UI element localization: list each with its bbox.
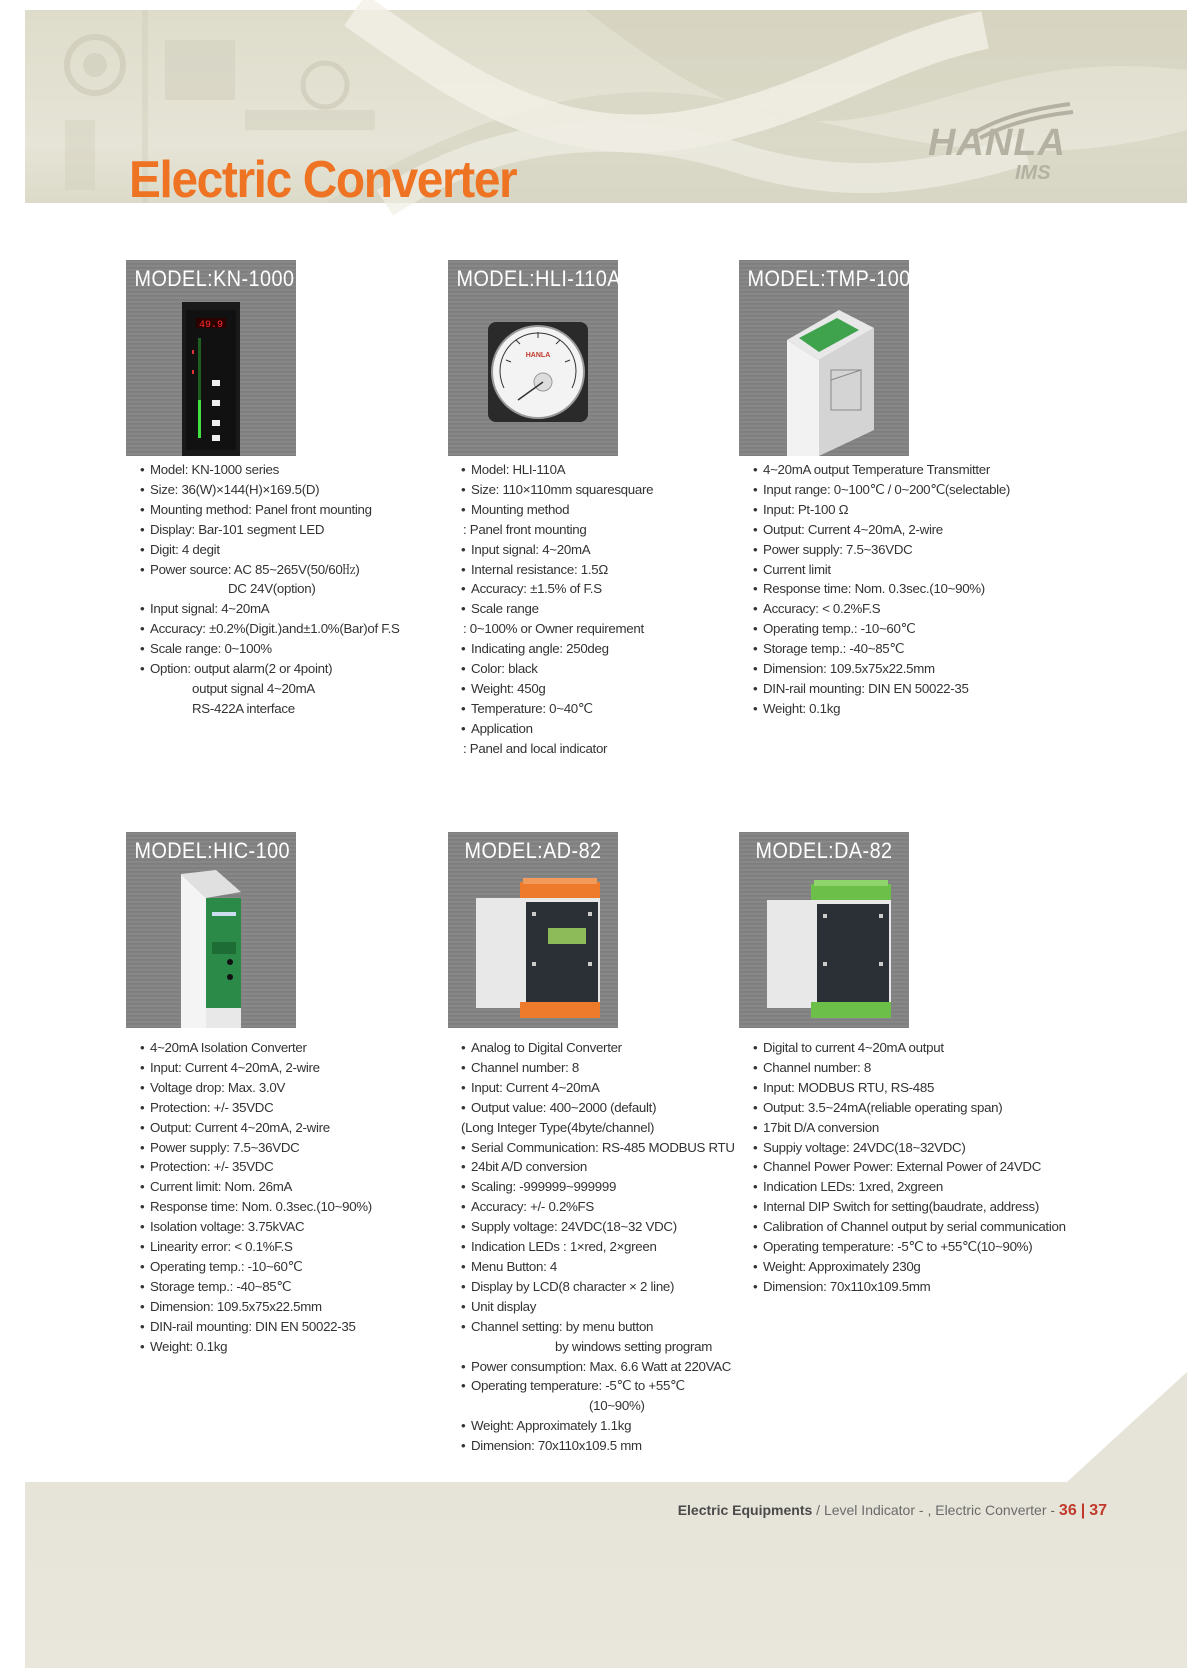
spec-item: • Indicating angle: 250deg bbox=[461, 639, 653, 659]
spec-item: • Suppiy voltage: 24VDC(18~32VDC) bbox=[753, 1138, 1066, 1158]
spec-item: • DIN-rail mounting: DIN EN 50022-35 bbox=[753, 679, 1010, 699]
spec-item: • Weight: 0.1kg bbox=[140, 1337, 372, 1357]
model-label: MODEL:KN-1000 series bbox=[134, 266, 356, 291]
spec-item: • Serial Communication: RS-485 MODBUS RTU bbox=[461, 1138, 735, 1158]
spec-list-da-82 bbox=[753, 1038, 1066, 1297]
footer-breadcrumb bbox=[678, 1502, 1107, 1520]
spec-item: • Operating temperature: -5℃ to +55℃(10~90%) bbox=[753, 1237, 1066, 1257]
bar-led-indicator-icon bbox=[126, 260, 356, 456]
spec-item: (Long Integer Type(4byte/channel) bbox=[461, 1119, 655, 1135]
spec-item: • Input signal: 4~20mA bbox=[140, 599, 400, 619]
product-image-kn-1000 bbox=[126, 260, 356, 456]
spec-item: DC 24V(option) bbox=[228, 581, 316, 597]
logo-text: HANLA bbox=[928, 122, 1066, 164]
spec-item: • Output: Current 4~20mA, 2-wire bbox=[753, 520, 1010, 540]
spec-item: : 0~100% or Owner requirement bbox=[463, 621, 644, 637]
page-frame bbox=[25, 10, 1187, 1668]
spec-item: by windows setting program bbox=[555, 1338, 713, 1354]
page-number-left: 36 bbox=[1058, 1502, 1077, 1519]
spec-item: • Dimension: 70x110x109.5mm bbox=[753, 1277, 1066, 1297]
spec-item: • Size: 110×110mm squaresquare bbox=[461, 480, 653, 500]
spec-item: RS-422A interface bbox=[192, 700, 295, 716]
spec-item: • Color: black bbox=[461, 659, 653, 679]
spec-item: • Accuracy: < 0.2%F.S bbox=[753, 599, 1010, 619]
model-label: MODEL:AD-82 bbox=[464, 838, 602, 863]
spec-item: • Dimension: 109.5x75x22.5mm bbox=[140, 1297, 372, 1317]
page-header bbox=[25, 10, 1187, 209]
spec-item: • Menu Button: 4 bbox=[461, 1257, 735, 1277]
spec-item: • Power supply: 7.5~36VDC bbox=[753, 540, 1010, 560]
page-title: Electric Converter bbox=[129, 151, 517, 209]
spec-item: • Output: Current 4~20mA, 2-wire bbox=[140, 1118, 372, 1138]
product-image-tmp-100 bbox=[739, 260, 909, 456]
footer-corner-art bbox=[1067, 1372, 1187, 1482]
product-image-hli-110a bbox=[448, 260, 621, 456]
analog-meter-icon bbox=[448, 260, 621, 456]
spec-item: • Channel Power Power: External Power of 24VDC bbox=[753, 1157, 1066, 1177]
spec-item: • Output value: 400~2000 (default) bbox=[461, 1098, 735, 1118]
spec-item: • Internal DIP Switch for setting(baudrate, address) bbox=[753, 1197, 1066, 1217]
spec-item: • Digit: 4 degit bbox=[140, 540, 400, 560]
model-label: MODEL:TMP-100 bbox=[747, 266, 911, 291]
spec-item: • Digital to current 4~20mA output bbox=[753, 1038, 1066, 1058]
isolation-converter-icon bbox=[126, 832, 296, 1028]
spec-item: • Accuracy: +/- 0.2%FS bbox=[461, 1197, 735, 1217]
spec-item: • Dimension: 109.5x75x22.5mm bbox=[753, 659, 1010, 679]
spec-item: • Input signal: 4~20mA bbox=[461, 540, 653, 560]
spec-item: • Indication LEDs : 1×red, 2×green bbox=[461, 1237, 735, 1257]
spec-item: • Power source: AC 85~265V(50/60㎐) bbox=[140, 560, 400, 580]
spec-item: • Current limit bbox=[753, 560, 1010, 580]
spec-list-ad-82 bbox=[461, 1038, 735, 1456]
spec-item: • Scaling: -999999~999999 bbox=[461, 1177, 735, 1197]
spec-item: • Model: KN-1000 series bbox=[140, 460, 400, 480]
spec-item: (10~90%) bbox=[589, 1398, 645, 1414]
spec-item: • Size: 36(W)×144(H)×169.5(D) bbox=[140, 480, 400, 500]
spec-item: • Response time: Nom. 0.3sec.(10~90%) bbox=[753, 579, 1010, 599]
meter-brand: HANLA bbox=[525, 352, 551, 359]
footer-path: / Level Indicator - , Electric Converter - bbox=[812, 1502, 1059, 1518]
spec-item: • 4~20mA Isolation Converter bbox=[140, 1038, 372, 1058]
spec-item: • Input range: 0~100℃ / 0~200℃(selectable) bbox=[753, 480, 1010, 500]
spec-item: • Input: Current 4~20mA, 2-wire bbox=[140, 1058, 372, 1078]
spec-item: • Voltage drop: Max. 3.0V bbox=[140, 1078, 372, 1098]
spec-item: • Operating temp.: -10~60℃ bbox=[140, 1257, 372, 1277]
spec-item: • Channel number: 8 bbox=[461, 1058, 735, 1078]
spec-item: • Operating temperature: -5℃ to +55℃ bbox=[461, 1376, 735, 1396]
page-separator: | bbox=[1080, 1502, 1086, 1519]
spec-item: • Display: Bar-101 segment LED bbox=[140, 520, 400, 540]
hanla-logo bbox=[910, 100, 1100, 190]
spec-item: : Panel and local indicator bbox=[463, 740, 608, 756]
spec-item: output signal 4~20mA bbox=[192, 680, 315, 696]
product-image-da-82 bbox=[739, 832, 909, 1028]
din-rail-transmitter-icon bbox=[739, 260, 909, 456]
spec-item: • Internal resistance: 1.5Ω bbox=[461, 560, 653, 580]
spec-item: • Channel setting: by menu button bbox=[461, 1317, 735, 1337]
spec-item: • Supply voltage: 24VDC(18~32 VDC) bbox=[461, 1217, 735, 1237]
spec-item: • Power consumption: Max. 6.6 Watt at 220VAC bbox=[461, 1357, 735, 1377]
spec-item: • Unit display bbox=[461, 1297, 735, 1317]
spec-item: • Operating temp.: -10~60℃ bbox=[753, 619, 1010, 639]
page-footer bbox=[25, 1482, 1187, 1668]
spec-item: • Power supply: 7.5~36VDC bbox=[140, 1138, 372, 1158]
spec-item: • Input: Current 4~20mA bbox=[461, 1078, 735, 1098]
spec-item: • Storage temp.: -40~85℃ bbox=[140, 1277, 372, 1297]
spec-list-kn-1000 bbox=[140, 460, 400, 719]
spec-item: • Weight: Approximately 1.1kg bbox=[461, 1416, 735, 1436]
spec-item: • Accuracy: ±1.5% of F.S bbox=[461, 579, 653, 599]
spec-item: • Indication LEDs: 1xred, 2xgreen bbox=[753, 1177, 1066, 1197]
spec-item: • Scale range: 0~100% bbox=[140, 639, 400, 659]
spec-item: • Storage temp.: -40~85℃ bbox=[753, 639, 1010, 659]
spec-list-tmp-100 bbox=[753, 460, 1010, 719]
spec-item: • Option: output alarm(2 or 4point) bbox=[140, 659, 400, 679]
da-converter-module-icon bbox=[739, 832, 909, 1028]
spec-item: • Input: Pt-100 Ω bbox=[753, 500, 1010, 520]
spec-item: • Isolation voltage: 3.75kVAC bbox=[140, 1217, 372, 1237]
spec-item: • 24bit A/D conversion bbox=[461, 1157, 735, 1177]
spec-item: • Calibration of Channel output by serial communication bbox=[753, 1217, 1066, 1237]
spec-item: • Weight: 450g bbox=[461, 679, 653, 699]
model-label: MODEL:HIC-100 bbox=[134, 838, 291, 863]
product-image-ad-82 bbox=[448, 832, 618, 1028]
model-label: MODEL:HLI-110A bbox=[456, 266, 621, 291]
spec-list-hli-110a bbox=[461, 460, 653, 759]
spec-item: • Mounting method bbox=[461, 500, 653, 520]
spec-item: • Mounting method: Panel front mounting bbox=[140, 500, 400, 520]
spec-item: • Display by LCD(8 character × 2 line) bbox=[461, 1277, 735, 1297]
spec-item: • Application bbox=[461, 719, 653, 739]
page-number-right: 37 bbox=[1089, 1502, 1107, 1519]
model-label: MODEL:DA-82 bbox=[755, 838, 893, 863]
spec-item: • Current limit: Nom. 26mA bbox=[140, 1177, 372, 1197]
logo-subtext: IMS bbox=[1015, 162, 1051, 184]
spec-item: • Weight: Approximately 230g bbox=[753, 1257, 1066, 1277]
spec-item: • Analog to Digital Converter bbox=[461, 1038, 735, 1058]
spec-item: • Protection: +/- 35VDC bbox=[140, 1098, 372, 1118]
spec-item: • Dimension: 70x110x109.5 mm bbox=[461, 1436, 735, 1456]
spec-item: • Model: HLI-110A bbox=[461, 460, 653, 480]
spec-item: • Weight: 0.1kg bbox=[753, 699, 1010, 719]
spec-item: • Output: 3.5~24mA(reliable operating span) bbox=[753, 1098, 1066, 1118]
spec-item: • Linearity error: < 0.1%F.S bbox=[140, 1237, 372, 1257]
spec-item: : Panel front mounting bbox=[463, 521, 587, 537]
spec-item: • Input: MODBUS RTU, RS-485 bbox=[753, 1078, 1066, 1098]
spec-item: • Channel number: 8 bbox=[753, 1058, 1066, 1078]
ad-converter-module-icon bbox=[448, 832, 618, 1028]
spec-item: • Protection: +/- 35VDC bbox=[140, 1157, 372, 1177]
product-image-hic-100 bbox=[126, 832, 296, 1028]
spec-item: • 4~20mA output Temperature Transmitter bbox=[753, 460, 1010, 480]
spec-item: • 17bit D/A conversion bbox=[753, 1118, 1066, 1138]
spec-list-hic-100 bbox=[140, 1038, 372, 1357]
spec-item: • DIN-rail mounting: DIN EN 50022-35 bbox=[140, 1317, 372, 1337]
spec-item: • Accuracy: ±0.2%(Digit.)and±1.0%(Bar)of F.S bbox=[140, 619, 400, 639]
led-readout: 49.9 bbox=[198, 320, 224, 331]
footer-section: Electric Equipments bbox=[677, 1502, 813, 1518]
spec-item: • Response time: Nom. 0.3sec.(10~90%) bbox=[140, 1197, 372, 1217]
spec-item: • Temperature: 0~40℃ bbox=[461, 699, 653, 719]
spec-item: • Scale range bbox=[461, 599, 653, 619]
